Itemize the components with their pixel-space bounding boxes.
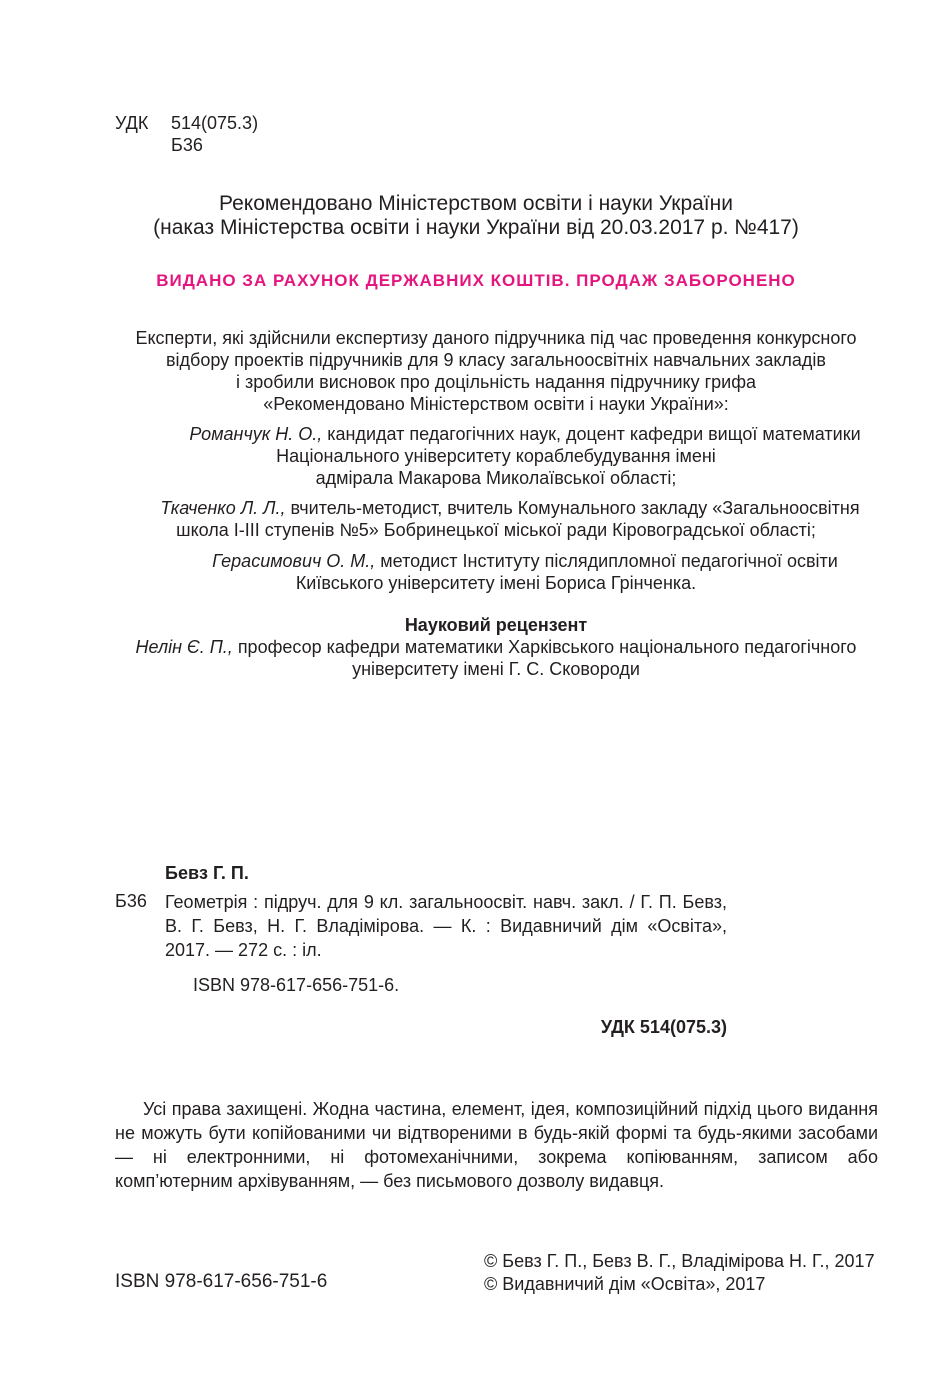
rights-notice bbox=[115, 1097, 878, 1193]
expert-title: методист Інституту післядипломної педагогічної освіти bbox=[375, 551, 838, 571]
recommendation-order: (наказ Міністерства освіти і науки України від 20.03.2017 р. №417) bbox=[153, 216, 799, 239]
catalog-description: Геометрія : підруч. для 9 кл. загальноосвіт. навч. закл. / Г. П. Бевз, В. Г. Бевз, Н. Г. Владімірова. — К. : Видавничий дім «Освіта», 2017. — 272 с. : іл. bbox=[165, 892, 727, 960]
catalog-code: Б36 bbox=[115, 891, 147, 911]
expert-entry-cont bbox=[0, 445, 952, 489]
experts-intro-line: «Рекомендовано Міністерством освіти і науки України»: bbox=[263, 394, 729, 414]
copyright-publisher: © Видавничий дім «Освіта», 2017 bbox=[484, 1274, 766, 1294]
book-code: Б36 bbox=[171, 135, 203, 155]
expert-affiliation: Національного університету кораблебудування імені bbox=[276, 446, 716, 466]
udk-top-block bbox=[115, 112, 415, 156]
reviewer-heading: Науковий рецензент bbox=[404, 615, 588, 635]
experts-intro bbox=[0, 327, 952, 415]
expert-entry-cont bbox=[0, 572, 952, 594]
catalog-udk: УДК 514(075.3) bbox=[600, 1017, 727, 1037]
udk-label: УДК bbox=[115, 113, 149, 133]
expert-entry-cont bbox=[0, 519, 952, 541]
expert-title: вчитель-методист, вчитель Комунального закладу «Загальноосвітня bbox=[285, 498, 860, 518]
experts-intro-line: Експерти, які здійснили експертизу даного підручника під час проведення конкурсного bbox=[135, 328, 857, 348]
copyright-authors: © Бевз Г. П., Бевз В. Г., Владімірова Н. Г., 2017 bbox=[484, 1251, 875, 1271]
catalog-isbn: ISBN 978-617-656-751-6. bbox=[193, 975, 400, 995]
reviewer-title: професор кафедри математики Харківського національного педагогічного bbox=[232, 637, 857, 657]
expert-entry bbox=[0, 423, 952, 445]
expert-name: Ткаченко Л. Л., bbox=[160, 498, 286, 518]
reviewer-name: Нелін Є. П., bbox=[135, 637, 233, 657]
expert-name: Герасимович О. М., bbox=[212, 551, 376, 571]
bottom-isbn: ISBN 978-617-656-751-6 bbox=[115, 1271, 328, 1292]
expert-affiliation: школа І-ІІІ ступенів №5» Бобринецької міської ради Кіровоградської області; bbox=[176, 520, 816, 540]
expert-title: кандидат педагогічних наук, доцент кафедри вищої математики bbox=[322, 424, 861, 444]
expert-affiliation: Київського університету імені Бориса Грінченка. bbox=[295, 573, 697, 593]
expert-name: Романчук Н. О., bbox=[189, 424, 323, 444]
expert-entry bbox=[0, 497, 952, 519]
recommendation bbox=[0, 192, 952, 240]
expert-affiliation: адмірала Макарова Миколаївської області; bbox=[315, 468, 677, 488]
expert-entry bbox=[0, 550, 952, 572]
copyright-block bbox=[484, 1250, 904, 1296]
reviewer-affiliation: університету імені Г. С. Сковороди bbox=[352, 659, 640, 679]
catalog-author: Бевз Г. П. bbox=[165, 863, 249, 883]
catalog-card bbox=[115, 862, 727, 1038]
udk-code: 514(075.3) bbox=[171, 113, 259, 133]
free-distribution-notice: ВИДАНО ЗА РАХУНОК ДЕРЖАВНИХ КОШТІВ. ПРОДАЖ ЗАБОРОНЕНО bbox=[156, 271, 796, 290]
recommendation-line: Рекомендовано Міністерством освіти і науки України bbox=[219, 192, 733, 215]
rights-text: Усі права захищені. Жодна частина, елемент, ідея, композиційний підхід цього видання не можуть бути копійованими чи відтвореними в будь-якій формі та будь-якими засобами — ні електронними, ні фотомеханічними, зокрема копіюванням, записом або комп’ютерним архівуванням, — без письмового дозволу видавця. bbox=[115, 1099, 878, 1191]
experts-intro-line: і зробили висновок про доцільність надання підручнику грифа bbox=[235, 372, 757, 392]
experts-intro-line: відбору проектів підручників для 9 класу загальноосвітніх навчальних закладів bbox=[165, 350, 826, 370]
reviewer bbox=[0, 636, 952, 680]
